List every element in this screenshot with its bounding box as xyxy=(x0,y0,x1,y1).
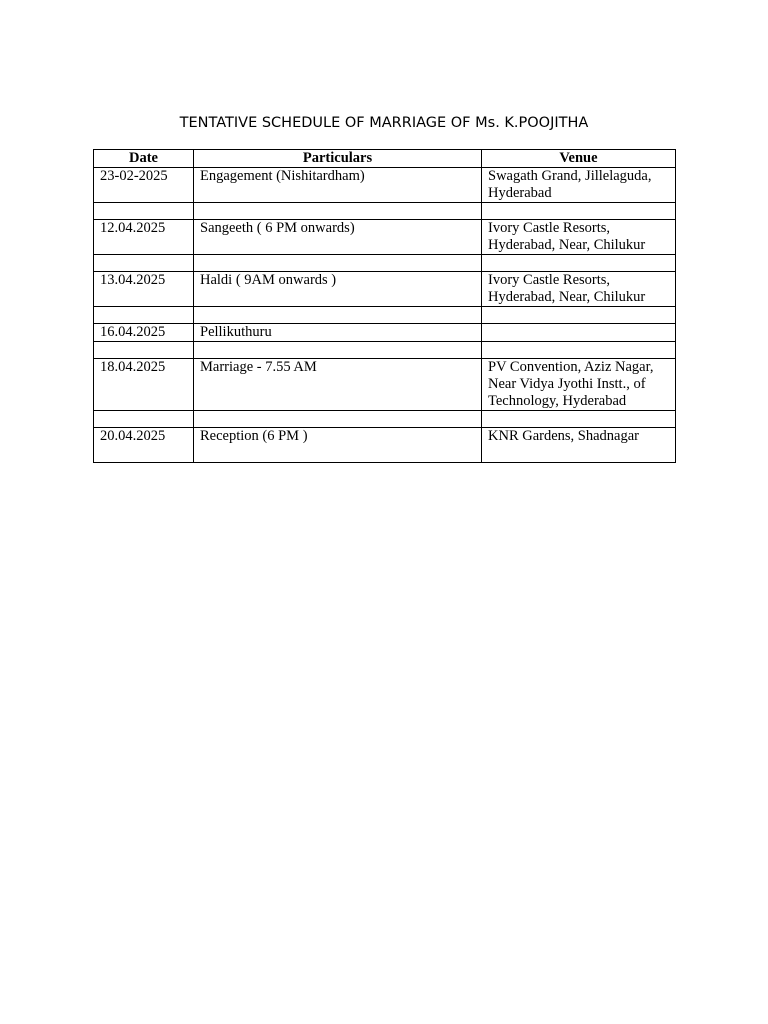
cell-date: 13.04.2025 xyxy=(94,272,194,307)
table-row xyxy=(94,324,676,342)
cell-particulars: Sangeeth ( 6 PM onwards) xyxy=(194,220,482,255)
cell-particulars: Marriage - 7.55 AM xyxy=(194,359,482,411)
spacer-row xyxy=(94,255,676,272)
spacer-row xyxy=(94,307,676,324)
table-row xyxy=(94,220,676,255)
spacer-row xyxy=(94,203,676,220)
cell-date: 23-02-2025 xyxy=(94,168,194,203)
table-header-row xyxy=(94,150,676,168)
cell-particulars: Pellikuthuru xyxy=(194,324,482,342)
cell-venue xyxy=(482,324,676,342)
cell-venue: KNR Gardens, Shadnagar xyxy=(482,428,676,463)
header-date: Date xyxy=(94,150,194,168)
spacer-row xyxy=(94,411,676,428)
spacer-row xyxy=(94,342,676,359)
header-venue: Venue xyxy=(482,150,676,168)
cell-venue: Ivory Castle Resorts, Hyderabad, Near, Chilukur xyxy=(482,272,676,307)
table-row xyxy=(94,359,676,411)
schedule-table xyxy=(93,149,676,463)
cell-date: 20.04.2025 xyxy=(94,428,194,463)
cell-particulars: Engagement (Nishitardham) xyxy=(194,168,482,203)
table-row xyxy=(94,168,676,203)
cell-particulars: Haldi ( 9AM onwards ) xyxy=(194,272,482,307)
cell-date: 18.04.2025 xyxy=(94,359,194,411)
cell-date: 12.04.2025 xyxy=(94,220,194,255)
cell-particulars: Reception (6 PM ) xyxy=(194,428,482,463)
page-title: TENTATIVE SCHEDULE OF MARRIAGE OF Ms. K.POOJITHA xyxy=(179,115,589,131)
cell-venue: Swagath Grand, Jillelaguda, Hyderabad xyxy=(482,168,676,203)
cell-date: 16.04.2025 xyxy=(94,324,194,342)
cell-venue: Ivory Castle Resorts, Hyderabad, Near, Chilukur xyxy=(482,220,676,255)
cell-venue: PV Convention, Aziz Nagar, Near Vidya Jyothi Instt., of Technology, Hyderabad xyxy=(482,359,676,411)
table-row xyxy=(94,272,676,307)
table-row xyxy=(94,428,676,463)
header-particulars: Particulars xyxy=(194,150,482,168)
